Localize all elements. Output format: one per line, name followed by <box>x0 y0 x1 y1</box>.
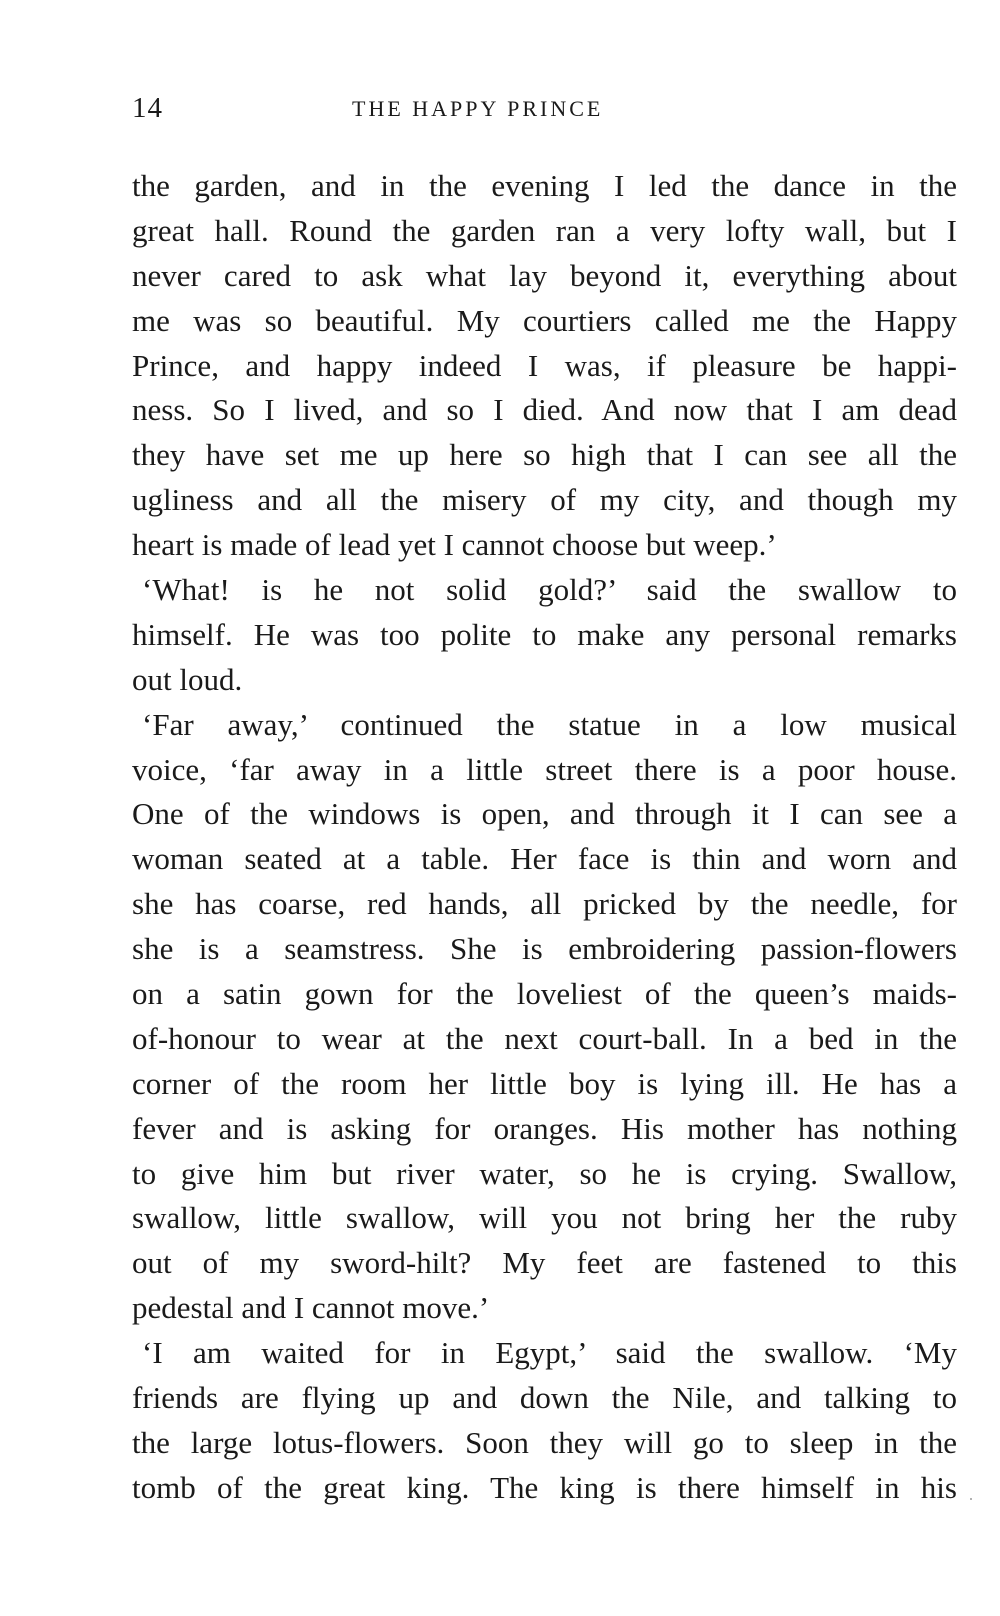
text-line: tomb of the great king. The king is there himself in his <box>132 1469 957 1505</box>
text-line: Prince, and happy indeed I was, if pleasure be happi- <box>132 347 957 383</box>
text-line: One of the windows is open, and through it I can see a <box>132 796 957 832</box>
text-line: the garden, and in the evening I led the dance in the <box>132 168 957 203</box>
running-head <box>132 92 957 132</box>
text-line: out of my sword-hilt? My feet are fastened to this <box>132 1245 957 1281</box>
text-line: great hall. Round the garden ran a very lofty wall, but I <box>132 212 957 248</box>
text-line: voice, ‘far away in a little street there is a poor house. <box>132 751 957 787</box>
text-line: she has coarse, red hands, all pricked by the needle, for <box>132 886 957 922</box>
text-line: out loud. <box>132 661 243 697</box>
text-line: ‘Far away,’ continued the statue in a low musical <box>142 706 957 742</box>
text-line: ‘What! is he not solid gold?’ said the swallow to <box>142 572 957 608</box>
text-line: ness. So I lived, and so I died. And now that I am dead <box>132 392 957 428</box>
text-line: heart is made of lead yet I cannot choose but weep.’ <box>132 527 777 563</box>
body-text <box>132 164 957 1511</box>
text-line: on a satin gown for the loveliest of the queen’s maids- <box>132 976 957 1012</box>
text-line: the large lotus-flowers. Soon they will go to sleep in the <box>132 1424 957 1460</box>
running-title: THE HAPPY PRINCE <box>352 96 604 121</box>
scan-speck <box>970 1498 972 1500</box>
text-line: she is a seamstress. She is embroidering passion-flowers <box>132 931 957 967</box>
text-line: ‘I am waited for in Egypt,’ said the swallow. ‘My <box>142 1335 957 1371</box>
text-line: of-honour to wear at the next court-ball. In a bed in the <box>132 1020 957 1056</box>
text-line: woman seated at a table. Her face is thin and worn and <box>132 841 957 877</box>
text-line: fever and is asking for oranges. His mother has nothing <box>132 1110 957 1146</box>
text-line: himself. He was too polite to make any personal remarks <box>132 616 957 652</box>
text-line: to give him but river water, so he is crying. Swallow, <box>132 1155 957 1191</box>
text-line: swallow, little swallow, will you not bring her the ruby <box>132 1200 957 1236</box>
text-line: never cared to ask what lay beyond it, everything about <box>132 257 957 293</box>
page-number: 14 <box>132 92 163 124</box>
text-line: pedestal and I cannot move.’ <box>132 1290 490 1326</box>
text-line: they have set me up here so high that I can see all the <box>132 437 957 473</box>
text-line: corner of the room her little boy is lying ill. He has a <box>132 1065 957 1101</box>
text-line: me was so beautiful. My courtiers called me the Happy <box>132 302 957 338</box>
text-line: ugliness and all the misery of my city, and though my <box>132 482 957 518</box>
text-line: friends are flying up and down the Nile, and talking to <box>132 1380 957 1416</box>
